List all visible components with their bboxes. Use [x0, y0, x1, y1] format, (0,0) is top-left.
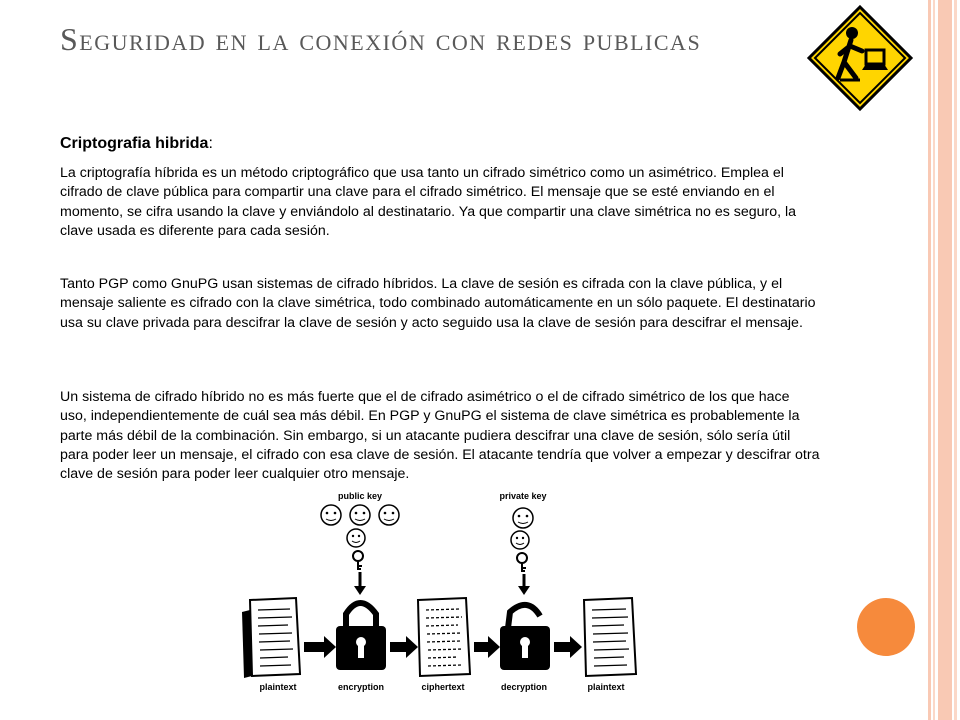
plaintext-document-2	[584, 598, 636, 676]
arrow-right-4	[554, 636, 582, 658]
face-icon-3	[379, 505, 399, 525]
side-stripe-3	[938, 0, 952, 720]
ciphertext-label: ciphertext	[421, 682, 465, 692]
arrow-right-1	[304, 636, 336, 658]
face-icon-2	[350, 505, 370, 525]
paragraph-2: Tanto PGP como GnuPG usan sistemas de cifrado híbridos. La clave de sesión es cifrada con la clave pública, y el mensaje saliente es cifrado con la clave simétrica, todo combinado automáticamente en un sólo paquete. El destinatario usa su clave privada para descifrar la clave de sesión y acto seguido usa la clave de sesión para descifrar el mensaje.	[60, 276, 816, 331]
arrow-right-2	[390, 636, 418, 658]
key-icon-1	[353, 551, 363, 570]
hybrid-crypto-diagram	[238, 488, 648, 713]
subtitle-bold: Criptografia hibrida	[60, 135, 209, 152]
paragraph-1: La criptografía híbrida es un método criptográfico que usa tanto un cifrado simétrico como un asimétrico. Emplea el cifrado de clave pública para compartir una clave para el cifrado simétrico. El mensaje que se esté enviando en el momento, se cifra usando la clave y enviándolo al destinatario. Ya que compartir una clave simétrica no es seguro, la clave usada es diferente para cada sesión.	[60, 165, 797, 239]
lock-icon-decryption	[500, 605, 550, 670]
plaintext-document-1	[242, 598, 300, 678]
arrow-right-3	[474, 636, 500, 658]
section-subtitle	[60, 135, 213, 153]
accent-circle	[857, 598, 915, 656]
plaintext-label-1: plaintext	[259, 682, 297, 692]
lock-icon-encryption	[336, 603, 386, 670]
slide-title: Seguridad en la conexión con redes publicas	[60, 21, 702, 57]
plaintext-label-2: plaintext	[587, 682, 625, 692]
private-key-label: private key	[499, 491, 547, 501]
caution-sign-icon	[806, 4, 914, 112]
arrow-down-2	[518, 574, 530, 595]
arrow-down-1	[354, 572, 366, 595]
key-icon-2	[517, 553, 527, 572]
face-icon-4	[347, 529, 365, 547]
face-icon-1	[321, 505, 341, 525]
face-icon-6	[511, 531, 529, 549]
side-stripe-1	[928, 0, 931, 720]
face-icon-5	[513, 508, 533, 528]
subtitle-colon: :	[208, 135, 213, 152]
decryption-label: decryption	[500, 682, 548, 692]
ciphertext-document	[418, 598, 470, 676]
encryption-label: encryption	[337, 682, 385, 692]
side-stripe-2	[933, 0, 935, 720]
paragraph-3: Un sistema de cifrado híbrido no es más fuerte que el de cifrado asimétrico o el de cifrado simétrico de los que hace uso, independientemente de cuál sea más débil. En PGP y GnuPG el sistema de clave simétrica es probablemente la parte más débil de la combinación. Sin embargo, si un atacante pudiera descifrar una clave de sesión, sólo sería útil para poder leer un mensaje, el cifrado con esa clave de sesión. El atacante tendría que volver a empezar y descifrar otra clave de sesión para poder leer cualquier otro mensaje.	[60, 389, 820, 483]
public-key-label: public key	[337, 491, 383, 501]
side-stripe-4	[954, 0, 957, 720]
